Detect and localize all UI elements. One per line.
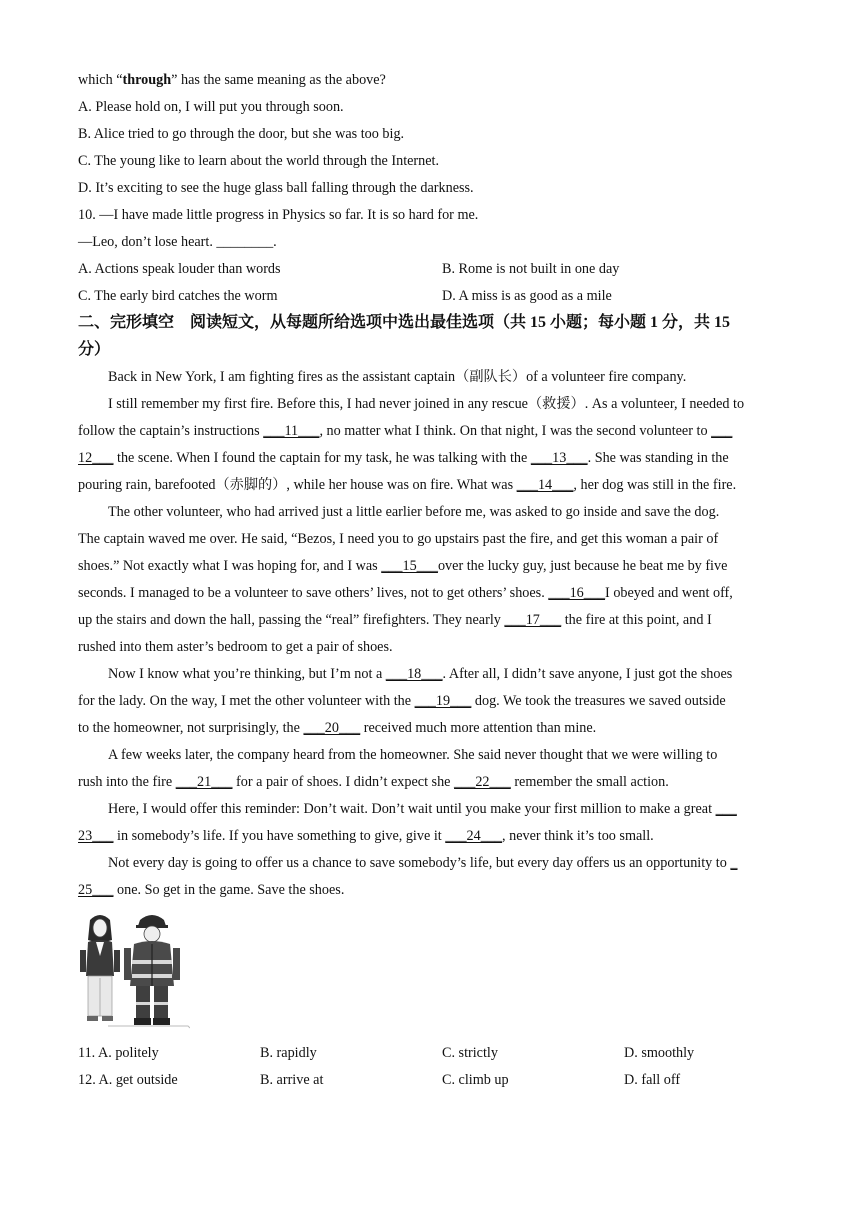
passage-line-4: 12___ the scene. When I found the captain for my task, he was talking with the ___13___. She was standing in the — [78, 450, 729, 466]
blank-23[interactable]: 23___ — [78, 828, 114, 844]
q9-option-a[interactable]: A. Please hold on, I will put you through soon. — [78, 99, 344, 115]
passage-line-18: 23___ in somebody’s life. If you have something to give, give it ___24___, never think it’s too small. — [78, 828, 654, 844]
q10-option-b[interactable]: B. Rome is not built in one day — [442, 261, 620, 277]
passage-line-16: rush into the fire ___21___ for a pair of shoes. I didn’t expect she ___22___ remember the small action. — [78, 774, 669, 790]
blank-12-start[interactable]: ___ — [711, 423, 733, 439]
q9-option-c[interactable]: C. The young like to learn about the world through the Internet. — [78, 153, 440, 169]
blank-14[interactable]: ___14___ — [516, 477, 574, 493]
blank-12[interactable]: 12___ — [78, 450, 114, 466]
q11-option-a[interactable]: 11. A. politely — [78, 1045, 159, 1061]
blank-23-start[interactable]: ___ — [715, 801, 737, 817]
passage-line-1: Back in New York, I am fighting fires as the assistant captain（副队长）of a volunteer fire company. — [108, 369, 687, 385]
q9-stem-post: ” has the same meaning as the above? — [171, 72, 386, 88]
passage-line-17: Here, I would offer this reminder: Don’t wait. Don’t wait until you make your first million to make a great ___ — [108, 801, 737, 817]
blank-19[interactable]: ___19___ — [414, 693, 472, 709]
q11-option-c[interactable]: C. strictly — [442, 1045, 498, 1061]
blank-16[interactable]: ___16___ — [548, 585, 606, 601]
q9-stem-pre: which “ — [78, 72, 123, 88]
passage-line-20: 25___ one. So get in the game. Save the shoes. — [78, 882, 345, 898]
blank-24[interactable]: ___24___ — [445, 828, 502, 844]
passage-line-2: I still remember my first fire. Before this, I had never joined in any rescue（救援）. As a volunteer, I needed to — [108, 396, 745, 412]
passage-line-3: follow the captain’s instructions ___11___, no matter what I think. On that night, I was the second volunteer to ___ — [78, 423, 733, 439]
q10-option-c[interactable]: C. The early bird catches the worm — [78, 288, 278, 304]
section2-heading-line2: 分） — [78, 341, 111, 358]
q9-option-b[interactable]: B. Alice tried to go through the door, but she was too big. — [78, 126, 405, 142]
q12-option-d[interactable]: D. fall off — [624, 1072, 681, 1088]
q11-option-d[interactable]: D. smoothly — [624, 1045, 695, 1061]
blank-18[interactable]: ___18___ — [385, 666, 443, 682]
q10-line1: 10. —I have made little progress in Physics so far. It is so hard for me. — [78, 207, 479, 223]
passage-line-7: The captain waved me over. He said, “Bezos, I need you to go upstairs past the fire, and get this woman a pair of — [78, 531, 719, 547]
q12-option-c[interactable]: C. climb up — [442, 1072, 509, 1088]
passage-line-11: rushed into them aster’s bedroom to get a pair of shoes. — [78, 639, 393, 655]
passage-line-5: pouring rain, barefooted（赤脚的）, while her house was on fire. What was ___14___, her dog was still in the fire. — [78, 477, 737, 493]
q9-option-d[interactable]: D. It’s exciting to see the huge glass ball falling through the darkness. — [78, 180, 474, 196]
q9-stem-keyword: through — [122, 72, 172, 88]
passage-line-13: for the lady. On the way, I met the other volunteer with the ___19___ dog. We took the treasures we saved outside — [78, 693, 726, 709]
q12-option-b[interactable]: B. arrive at — [260, 1072, 324, 1088]
q10-option-a[interactable]: A. Actions speak louder than words — [78, 261, 281, 277]
passage-line-19: Not every day is going to offer us a chance to save somebody’s life, but every day offers us an opportunity to _ — [108, 855, 738, 871]
woman-and-firefighter-illustration — [78, 910, 190, 1034]
q10-line2: —Leo, don’t lose heart. ________. — [78, 234, 277, 250]
q12-option-a[interactable]: 12. A. get outside — [78, 1072, 178, 1088]
blank-15[interactable]: ___15___ — [381, 558, 438, 574]
blank-11[interactable]: ___11___ — [263, 423, 320, 439]
blank-20[interactable]: ___20___ — [303, 720, 361, 736]
passage-line-8: shoes.” Not exactly what I was hoping for, and I was ___15___over the lucky guy, just because he beat me by five — [78, 558, 728, 574]
passage-line-12: Now I know what you’re thinking, but I’m not a ___18___. After all, I didn’t save anyone, I just got the shoes — [108, 666, 733, 682]
passage-line-9: seconds. I managed to be a volunteer to save others’ lives, not to get others’ shoes. ___16___I obeyed and went off, — [78, 585, 733, 601]
blank-21[interactable]: ___21___ — [175, 774, 233, 790]
blank-25-start[interactable]: _ — [730, 855, 738, 871]
blank-13[interactable]: ___13___ — [530, 450, 588, 466]
q10-option-d[interactable]: D. A miss is as good as a mile — [442, 288, 612, 304]
passage-line-15: A few weeks later, the company heard from the homeowner. She said never thought that we were willing to — [108, 747, 718, 763]
passage-line-6: The other volunteer, who had arrived just a little earlier before me, was asked to go inside and save the dog. — [108, 504, 720, 520]
blank-22[interactable]: ___22___ — [454, 774, 511, 790]
blank-25[interactable]: 25___ — [78, 882, 114, 898]
passage-line-10: up the stairs and down the hall, passing the “real” firefighters. They nearly ___17___ the fire at this point, and I — [78, 612, 712, 628]
q11-option-b[interactable]: B. rapidly — [260, 1045, 317, 1061]
section2-heading-line1: 二、完形填空 阅读短文，从每题所给选项中选出最佳选项（共 15 小题；每小题 1 分，共 15 — [78, 314, 731, 331]
passage-line-14: to the homeowner, not surprisingly, the ___20___ received much more attention than mine. — [78, 720, 597, 736]
blank-17[interactable]: ___17___ — [504, 612, 562, 628]
q9-stem — [78, 70, 386, 90]
